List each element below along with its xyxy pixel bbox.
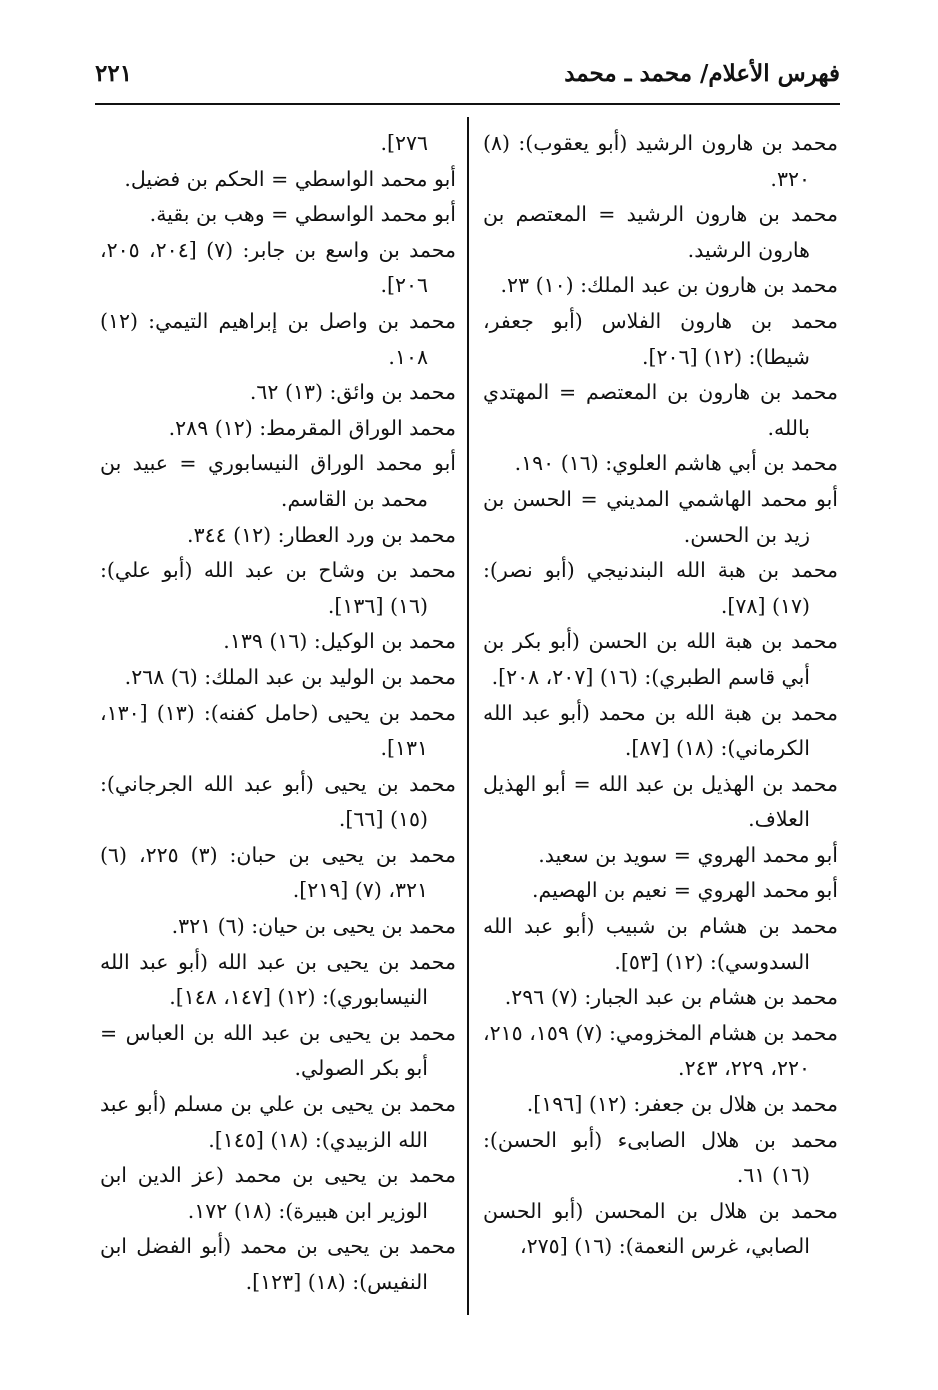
page-header (95, 56, 840, 96)
index-entry: أبو محمد الواسطي = الحكم بن فضيل. (124, 166, 456, 191)
index-entry: محمد بن هشام بن عبد الجبار: (٧) ٢٩٦. (504, 985, 838, 1010)
index-entry: محمد بن يحيى بن حبان: (٣) ٢٢٥، (٦) ٣٢١، (٧) [٢١٩]. (100, 842, 456, 903)
index-entry: محمد بن ورد العطار: (١٢) ٣٤٤. (187, 522, 456, 547)
index-entry: محمد بن واسع بن جابر: (٧) [٢٠٤، ٢٠٥، ٢٠٦]. (100, 237, 456, 298)
index-entry: محمد بن هبة الله بن محمد (أبو عبد الله الكرماني): (١٨) [٨٧]. (483, 700, 838, 761)
index-entry: محمد بن يحيى بن عبد الله بن العباس = أبو بكر الصولي. (100, 1020, 456, 1081)
index-entry: أبو محمد الهاشمي المديني = الحسن بن زيد بن الحسن. (483, 486, 838, 547)
index-entry: أبو محمد الوراق النيسابوري = عبيد بن محمد بن القاسم. (100, 451, 456, 511)
index-entry: أبو محمد الهروي = سويد بن سعيد. (538, 842, 838, 867)
index-entry: أبو محمد الواسطي = وهب بن بقية. (149, 202, 456, 227)
index-entry: محمد بن هشام المخزومي: (٧) ١٥٩، ٢١٥، ٢٢٠، ٢٢٩، ٢٤٣. (483, 1020, 839, 1081)
index-entry: محمد بن الهذيل بن عبد الله = أبو الهذيل العلاف. (483, 771, 838, 832)
index-entry: محمد بن هلال الصابىء (أبو الحسن): (١٦) ٦١. (483, 1127, 838, 1188)
page-number: ٢٢١ (95, 60, 133, 87)
running-title: فهرس الأعلام/ محمد ـ محمد (564, 60, 840, 87)
index-entry: محمد بن هبة الله البندنيجي (أبو نصر): (١٧) [٧٨]. (483, 558, 838, 618)
index-entry-continuation: ٢٧٦]. (380, 131, 428, 155)
index-entry: محمد الوراق المقرمط: (١٢) ٢٨٩. (168, 415, 456, 440)
index-entry: محمد بن هشام بن شبيب (أبو عبد الله السدوسي): (١٢) [٥٣]. (483, 914, 838, 974)
index-entry: محمد بن هلال بن جعفر: (١٢) [١٩٦]. (526, 1092, 838, 1117)
index-entry: محمد بن يحيى بن علي بن مسلم (أبو عبد الله الزبيدي): (١٨) [١٤٥]. (100, 1092, 456, 1152)
index-entry: محمد بن يحيى بن محمد (أبو الفضل ابن النفيس): (١٨) [١٢٣]. (100, 1234, 456, 1294)
index-column-right (483, 126, 838, 1265)
index-entry: محمد بن أبي هاشم العلوي: (١٦) ١٩٠. (514, 451, 838, 476)
index-entry: محمد بن وشاح بن عبد الله (أبو علي): (١٦) [١٣٦]. (100, 558, 456, 618)
index-entry: محمد بن يحيى بن حيان: (٦) ٣٢١. (171, 914, 456, 939)
index-entry: محمد بن واصل بن إبراهيم التيمي: (١٢) ١٠٨. (100, 308, 456, 369)
header-rule (95, 103, 840, 105)
index-entry: محمد بن هارون الفلاس (أبو جعفر، شيطا): (١٢) [٢٠٦]. (483, 308, 838, 369)
index-column-left (100, 126, 456, 1301)
index-entry: محمد بن يحيى بن محمد (عز الدين ابن الوزير ابن هبيرة): (١٨) ١٧٢. (100, 1163, 456, 1223)
index-entry: محمد بن يحيى (أبو عبد الله الجرجاني): (١٥) [٦٦]. (100, 771, 456, 832)
index-entry: محمد بن هبة الله بن الحسن (أبو بكر بن أبي قاسم الطبري): (١٦) [٢٠٧، ٢٠٨]. (483, 629, 838, 689)
column-divider (467, 117, 469, 1315)
index-entry: أبو محمد الهروي = نعيم بن الهصيم. (532, 878, 838, 903)
index-entry: محمد بن هارون الرشيد = المعتصم بن هارون الرشيد. (483, 202, 838, 262)
index-entry: محمد بن يحيى (حامل كفنه): (١٣) [١٣٠، ١٣١]. (100, 700, 457, 761)
index-entry: محمد بن هارون الرشيد (أبو يعقوب): (٨) ٣٢٠. (483, 131, 838, 191)
index-entry: محمد بن الوكيل: (١٦) ١٣٩. (223, 629, 456, 654)
index-entry: محمد بن الوليد بن عبد الملك: (٦) ٢٦٨. (124, 664, 456, 689)
index-entry: محمد بن هارون بن المعتصم = المهتدي بالله. (483, 380, 838, 440)
index-entry: محمد بن وائق: (١٣) ٦٢. (249, 380, 456, 405)
index-entry: محمد بن يحيى بن عبد الله (أبو عبد الله النيسابوري): (١٢) [١٤٧، ١٤٨]. (100, 949, 456, 1010)
index-entry: محمد بن هلال بن المحسن (أبو الحسن الصابي، غرس النعمة): (١٦) [٢٧٥، (483, 1198, 838, 1259)
index-entry: محمد بن هارون بن عبد الملك: (١٠) ٢٣. (500, 273, 838, 298)
